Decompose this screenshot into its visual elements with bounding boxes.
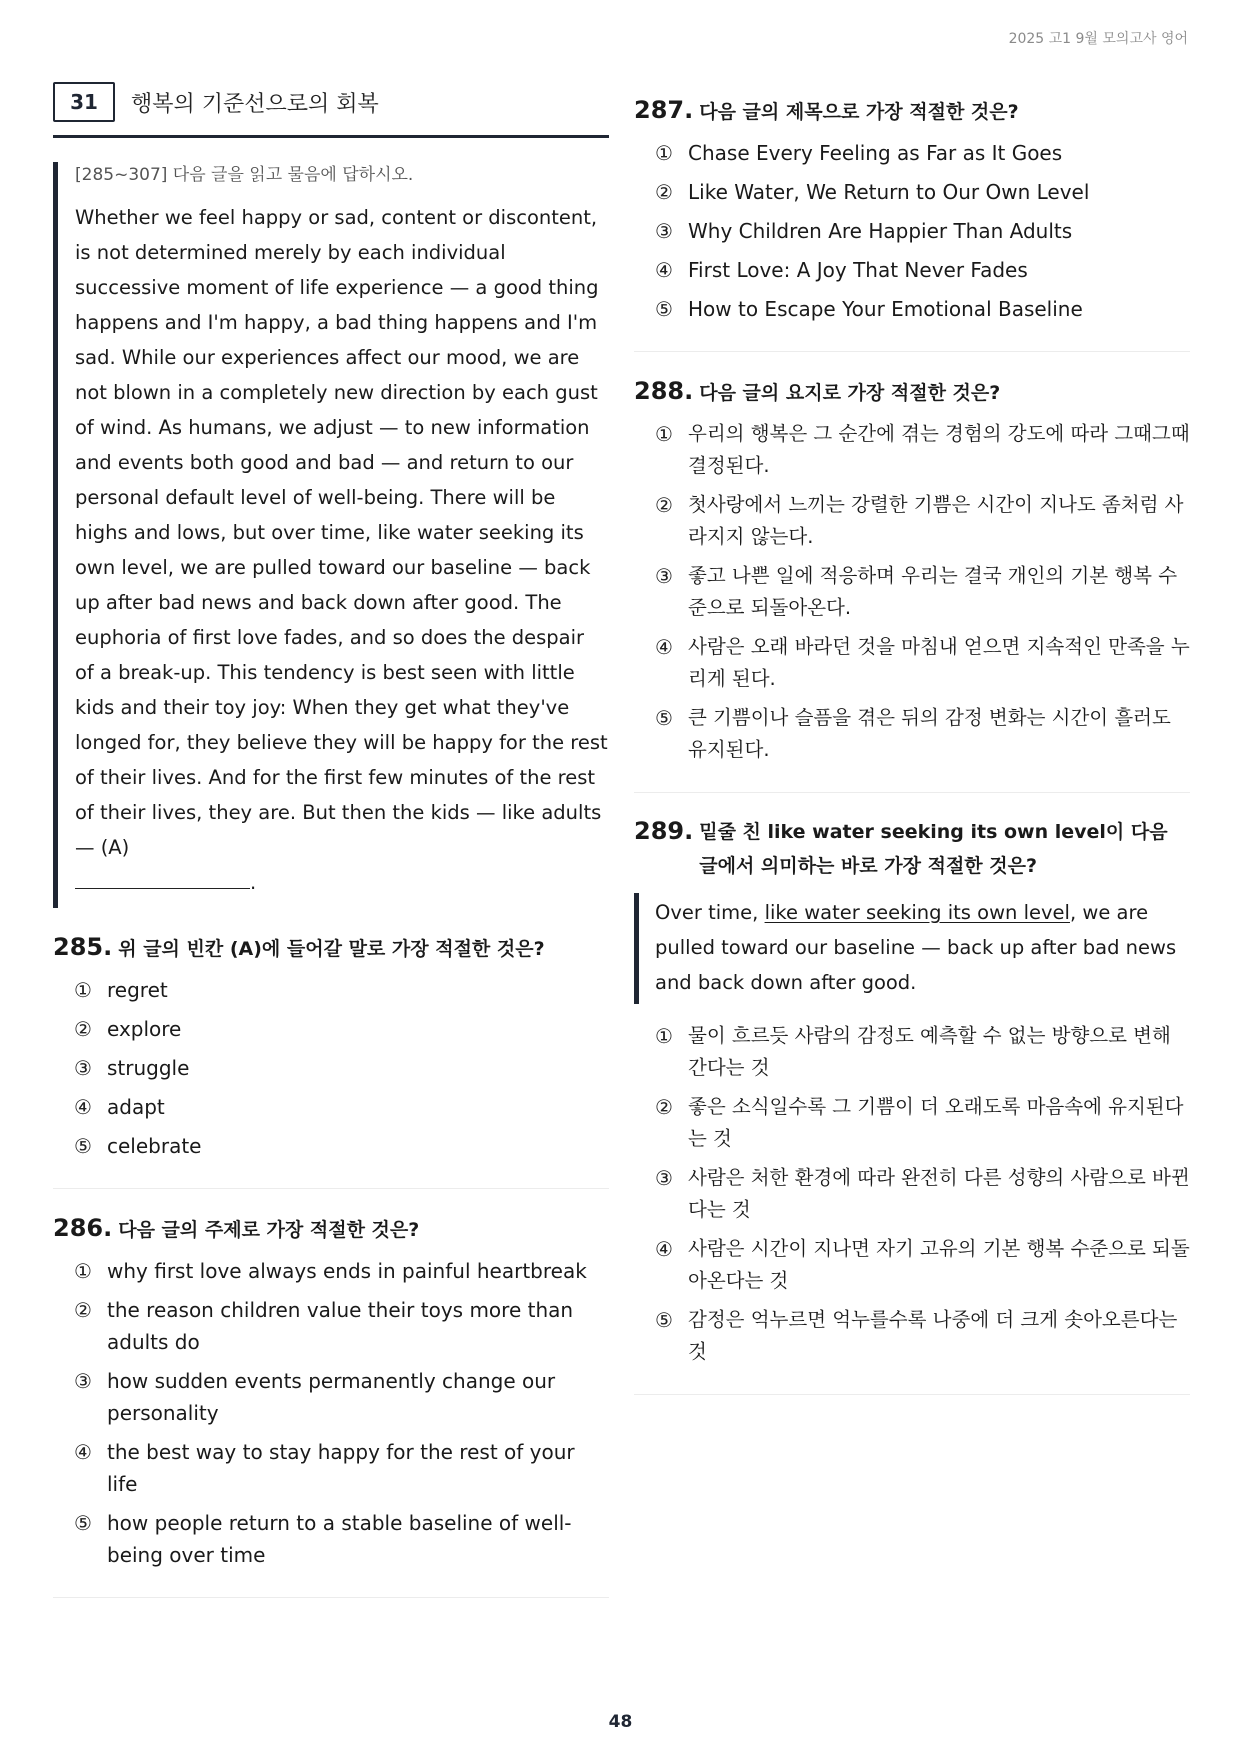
option-marker: ③ bbox=[655, 1166, 673, 1190]
question-separator bbox=[634, 351, 1190, 352]
option-5[interactable] bbox=[655, 293, 1190, 325]
option-marker: ① bbox=[655, 422, 673, 446]
option-marker: ③ bbox=[74, 1369, 92, 1393]
option-3[interactable] bbox=[655, 215, 1190, 247]
question-text: 다음 글의 제목으로 가장 적절한 것은? bbox=[699, 101, 1019, 123]
option-marker: ② bbox=[74, 1298, 92, 1322]
option-text: why first love always ends in painful heartbreak bbox=[107, 1259, 587, 1283]
option-3[interactable] bbox=[74, 1365, 609, 1429]
option-text: How to Escape Your Emotional Baseline bbox=[688, 297, 1083, 321]
right-column bbox=[634, 95, 1190, 1395]
option-1[interactable] bbox=[655, 418, 1190, 482]
question-number: 287 bbox=[634, 96, 685, 124]
question-text: 위 글의 빈칸 (A)에 들어갈 말로 가장 적절한 것은? bbox=[118, 938, 545, 960]
option-1[interactable] bbox=[655, 137, 1190, 169]
option-text: Like Water, We Return to Our Own Level bbox=[688, 180, 1090, 204]
option-text: 물이 흐르듯 사람의 감정도 예측할 수 없는 방향으로 변해 간다는 것 bbox=[688, 1024, 1171, 1079]
option-text: 우리의 행복은 그 순간에 겪는 경험의 강도에 따라 그때그때 결정된다. bbox=[688, 422, 1190, 477]
question-dot: . bbox=[103, 1214, 113, 1242]
question-287 bbox=[634, 95, 1190, 352]
option-marker: ⑤ bbox=[655, 706, 673, 730]
underlined-phrase: like water seeking its own level bbox=[764, 901, 1070, 924]
option-marker: ① bbox=[655, 1024, 673, 1048]
option-marker: ④ bbox=[74, 1095, 92, 1119]
option-marker: ④ bbox=[74, 1440, 92, 1464]
option-marker: ④ bbox=[655, 258, 673, 282]
question-dot: . bbox=[684, 817, 694, 845]
option-marker: ② bbox=[655, 1095, 673, 1119]
option-2[interactable] bbox=[655, 489, 1190, 553]
question-text: 다음 글의 주제로 가장 적절한 것은? bbox=[118, 1219, 420, 1241]
question-number: 289 bbox=[634, 817, 685, 845]
unit-number-badge: 31 bbox=[53, 82, 115, 122]
passage-body bbox=[75, 200, 609, 900]
unit-header bbox=[53, 80, 609, 124]
option-marker: ② bbox=[74, 1017, 92, 1041]
passage-text: Whether we feel happy or sad, content or discontent, is not determined merely by each individual successive moment of life experience — a good thing happens and I'm happy, a bad thing happens and I'm sad. While our experiences affect our mood, we are not blown in a completely new direction by each gust of wind. As humans, we adjust — to new information and events both good and bad — and return to our personal default level of well-being. There will be highs and lows, but over time, like water seeking its own level, we are pulled toward our baseline — back up after bad news and back down after good. The euphoria of first love fades, and so does the despair of a break-up. This tendency is best seen with little kids and their toy joy: When they get what they've longed for, they believe they will be happy for the rest of their lives. And for the first few minutes of the rest of their lives, they are. But then the kids — like adults — (A) bbox=[75, 206, 608, 859]
exam-title: 2025 고1 9월 모의고사 영어 bbox=[1008, 31, 1188, 47]
option-text: 큰 기쁨이나 슬픔을 겪은 뒤의 감정 변화는 시간이 흘러도 유지된다. bbox=[688, 706, 1171, 761]
option-5[interactable] bbox=[655, 702, 1190, 766]
unit-divider bbox=[53, 135, 609, 138]
question-header bbox=[634, 817, 1190, 883]
option-marker: ③ bbox=[74, 1056, 92, 1080]
question-header bbox=[53, 1213, 609, 1247]
option-marker: ⑤ bbox=[655, 1308, 673, 1332]
option-text: adapt bbox=[107, 1095, 165, 1119]
question-text: 다음 글의 요지로 가장 적절한 것은? bbox=[699, 382, 1001, 404]
question-header bbox=[634, 95, 1190, 129]
question-289 bbox=[634, 817, 1190, 1395]
option-4[interactable] bbox=[655, 254, 1190, 286]
option-4[interactable] bbox=[655, 631, 1190, 695]
page-number: 48 bbox=[608, 1712, 633, 1732]
question-285 bbox=[53, 932, 609, 1189]
option-4[interactable] bbox=[74, 1436, 609, 1500]
question-number: 286 bbox=[53, 1214, 104, 1242]
question-dot: . bbox=[684, 96, 694, 124]
option-text: celebrate bbox=[107, 1134, 202, 1158]
option-text: 좋고 나쁜 일에 적응하며 우리는 결국 개인의 기본 행복 수준으로 되돌아온다. bbox=[688, 564, 1178, 619]
option-text: 감정은 억누르면 억누를수록 나중에 더 크게 솟아오른다는 것 bbox=[688, 1308, 1178, 1363]
question-separator bbox=[53, 1188, 609, 1189]
quote-before: Over time, bbox=[655, 901, 765, 924]
option-5[interactable] bbox=[74, 1130, 609, 1162]
option-marker: ① bbox=[74, 978, 92, 1002]
question-text: 밑줄 친 like water seeking its own level이 다음 글에서 의미하는 바로 가장 적절한 것은? bbox=[699, 821, 1168, 877]
question-288 bbox=[634, 376, 1190, 793]
option-list bbox=[634, 418, 1190, 766]
option-marker: ⑤ bbox=[655, 297, 673, 321]
option-2[interactable] bbox=[74, 1294, 609, 1358]
quoted-excerpt bbox=[634, 893, 1190, 1004]
question-number: 288 bbox=[634, 377, 685, 405]
unit-title: 행복의 기준선으로의 회복 bbox=[131, 91, 379, 117]
question-header bbox=[634, 376, 1190, 410]
option-marker: ⑤ bbox=[74, 1511, 92, 1535]
option-3[interactable] bbox=[655, 1162, 1190, 1226]
option-4[interactable] bbox=[74, 1091, 609, 1123]
option-5[interactable] bbox=[655, 1304, 1190, 1368]
option-text: how people return to a stable baseline of well-being over time bbox=[107, 1511, 572, 1567]
option-text: struggle bbox=[107, 1056, 190, 1080]
option-4[interactable] bbox=[655, 1233, 1190, 1297]
option-text: explore bbox=[107, 1017, 182, 1041]
question-separator bbox=[634, 1394, 1190, 1395]
question-header bbox=[53, 932, 609, 966]
blank-period: . bbox=[250, 871, 257, 894]
option-marker: ① bbox=[655, 141, 673, 165]
passage-instruction: [285~307] 다음 글을 읽고 물음에 답하시오. bbox=[75, 165, 414, 185]
option-marker: ③ bbox=[655, 564, 673, 588]
option-marker: ④ bbox=[655, 1237, 673, 1261]
question-separator bbox=[634, 792, 1190, 793]
option-list bbox=[634, 137, 1190, 325]
option-text: 좋은 소식일수록 그 기쁨이 더 오래도록 마음속에 유지된다는 것 bbox=[688, 1095, 1184, 1150]
option-1[interactable] bbox=[74, 974, 609, 1006]
option-marker: ③ bbox=[655, 219, 673, 243]
option-text: regret bbox=[107, 978, 168, 1002]
option-text: the best way to stay happy for the rest of your life bbox=[107, 1440, 575, 1496]
question-separator bbox=[53, 1597, 609, 1598]
option-3[interactable] bbox=[74, 1052, 609, 1084]
option-marker: ④ bbox=[655, 635, 673, 659]
option-list bbox=[53, 1255, 609, 1571]
option-marker: ② bbox=[655, 493, 673, 517]
question-number: 285 bbox=[53, 933, 104, 961]
question-286 bbox=[53, 1213, 609, 1598]
option-marker: ② bbox=[655, 180, 673, 204]
option-text: the reason children value their toys more than adults do bbox=[107, 1298, 574, 1354]
option-text: First Love: A Joy That Never Fades bbox=[688, 258, 1028, 282]
reading-passage bbox=[53, 162, 609, 908]
option-text: 사람은 시간이 지나면 자기 고유의 기본 행복 수준으로 되돌아온다는 것 bbox=[688, 1237, 1190, 1292]
option-3[interactable] bbox=[655, 560, 1190, 624]
option-2[interactable] bbox=[74, 1013, 609, 1045]
option-marker: ⑤ bbox=[74, 1134, 92, 1158]
option-2[interactable] bbox=[655, 1091, 1190, 1155]
question-dot: . bbox=[103, 933, 113, 961]
option-5[interactable] bbox=[74, 1507, 609, 1571]
option-text: Why Children Are Happier Than Adults bbox=[688, 219, 1073, 243]
option-text: Chase Every Feeling as Far as It Goes bbox=[688, 141, 1063, 165]
option-text: 사람은 오래 바라던 것을 마침내 얻으면 지속적인 만족을 누리게 된다. bbox=[688, 635, 1190, 690]
option-1[interactable] bbox=[655, 1020, 1190, 1084]
option-text: 첫사랑에서 느끼는 강렬한 기쁨은 시간이 지나도 좀처럼 사라지지 않는다. bbox=[688, 493, 1184, 548]
quote-after: , we are pulled toward our baseline — back up after bad news and back down after good. bbox=[655, 901, 1177, 994]
option-list bbox=[53, 974, 609, 1162]
option-1[interactable] bbox=[74, 1255, 609, 1287]
option-text: how sudden events permanently change our personality bbox=[107, 1369, 556, 1425]
option-marker: ① bbox=[74, 1259, 92, 1283]
option-2[interactable] bbox=[655, 176, 1190, 208]
left-column bbox=[53, 80, 609, 1598]
option-list bbox=[634, 1020, 1190, 1368]
question-dot: . bbox=[684, 377, 694, 405]
option-text: 사람은 처한 환경에 따라 완전히 다른 성향의 사람으로 바뀐다는 것 bbox=[688, 1166, 1190, 1221]
answer-blank bbox=[75, 868, 250, 889]
